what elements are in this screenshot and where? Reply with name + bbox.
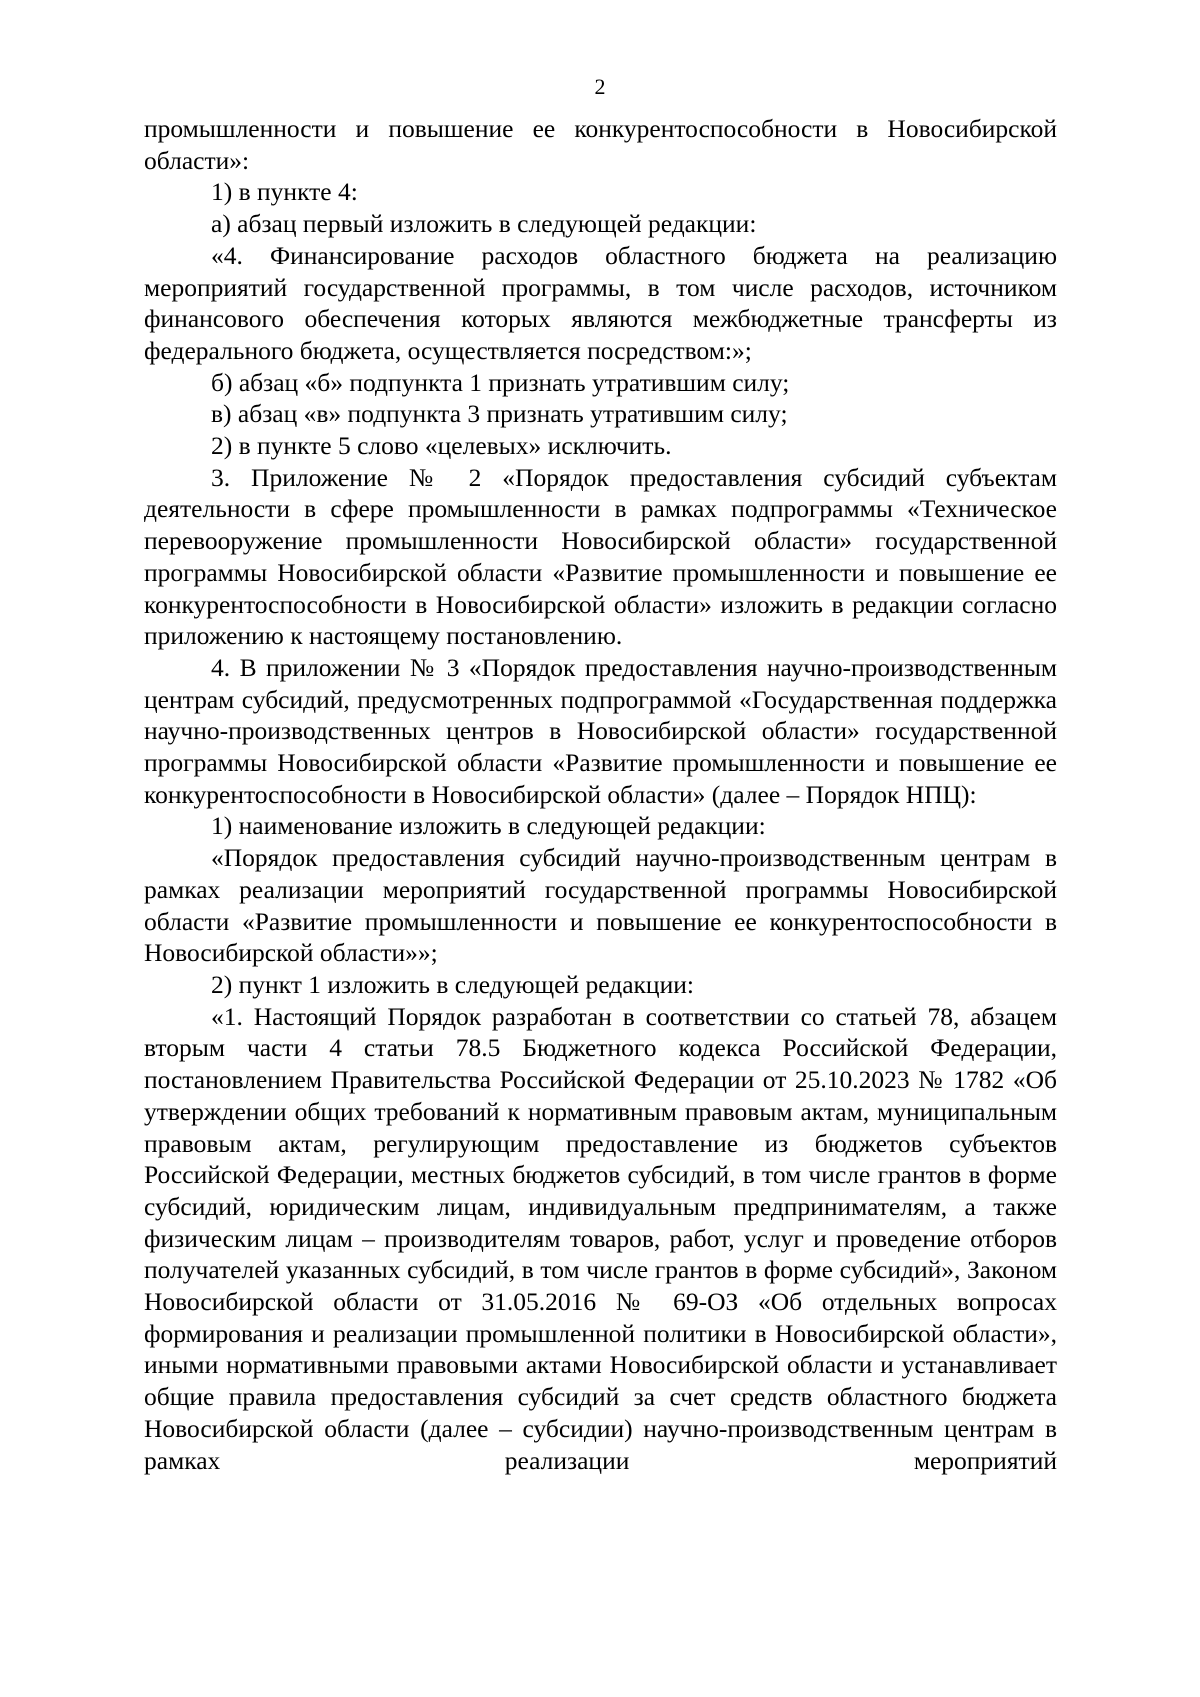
paragraph: 1) в пункте 4: bbox=[211, 177, 358, 207]
paragraph: «4. Финансирование расходов областного бюджета на реализацию мероприятий государственной программы, в том числе расходов, источником финансового обеспечения которых являются межбюджетные трансферты из федерального бюджета, осуществляется посредством:»; bbox=[144, 240, 1057, 365]
paragraph: «1. Настоящий Порядок разработан в соответствии со статьей 78, абзацем вторым части 4 статьи 78.5 Бюджетного кодекса Российской Федерации, постановлением Правительства Российской Федерации от 25.10.2023 № 1782 «Об утверждении общих требований к нормативным правовым актам, муниципальным правовым актам, регулирующим предоставление из бюджетов субъектов Российской Федерации, местных бюджетов субсидий, в том числе грантов в форме субсидий, юридическим лицам, индивидуальным предпринимателям, а также физическим лицам – производителям товаров, работ, услуг и проведение отборов получателей указанных субсидий, в том числе грантов в форме субсидий», Законом Новосибирской области от 31.05.2016 № 69-ОЗ «Об отдельных вопросах формирования и реализации промышленной политики в Новосибирской области», иными нормативными правовыми актами Новосибирской области и устанавливает общие правила предоставления субсидий за счет средств областного бюджета Новосибирской области (далее – субсидии) научно-производственным центрам в рамках реализации мероприятий bbox=[144, 1001, 1057, 1475]
paragraph: б) абзац «б» подпункта 1 признать утратившим силу; bbox=[211, 367, 790, 397]
paragraph: 2) в пункте 5 слово «целевых» исключить. bbox=[211, 431, 672, 461]
paragraph: промышленности и повышение ее конкурентоспособности в Новосибирской области»: bbox=[144, 114, 1057, 175]
paragraph: в) абзац «в» подпункта 3 признать утратившим силу; bbox=[211, 399, 788, 429]
paragraph: а) абзац первый изложить в следующей редакции: bbox=[211, 209, 757, 239]
paragraph: «Порядок предоставления субсидий научно-производственным центрам в рамках реализации мероприятий государственной программы Новосибирской области «Развитие промышленности и повышение ее конкурентоспособности в Новосибирской области»»; bbox=[144, 843, 1057, 968]
paragraph: 1) наименование изложить в следующей редакции: bbox=[211, 811, 766, 841]
page-number: 2 bbox=[594, 74, 606, 99]
document-body bbox=[144, 113, 1057, 1476]
paragraph: 4. В приложении № 3 «Порядок предоставления научно-производственным центрам субсидий, предусмотренных подпрограммой «Государственная поддержка научно-производственных центров в Новосибирской области» государственной программы Новосибирской области «Развитие промышленности и повышение ее конкурентоспособности в Новосибирской области» (далее – Порядок НПЦ): bbox=[144, 652, 1057, 809]
paragraph: 2) пункт 1 изложить в следующей редакции: bbox=[211, 969, 694, 999]
paragraph: 3. Приложение № 2 «Порядок предоставления субсидий субъектам деятельности в сфере промышленности в рамках подпрограммы «Техническое перевооружение промышленности Новосибирской области» государственной программы Новосибирской области «Развитие промышленности и повышение ее конкурентоспособности в Новосибирской области» изложить в редакции согласно приложению к настоящему постановлению. bbox=[144, 462, 1057, 651]
